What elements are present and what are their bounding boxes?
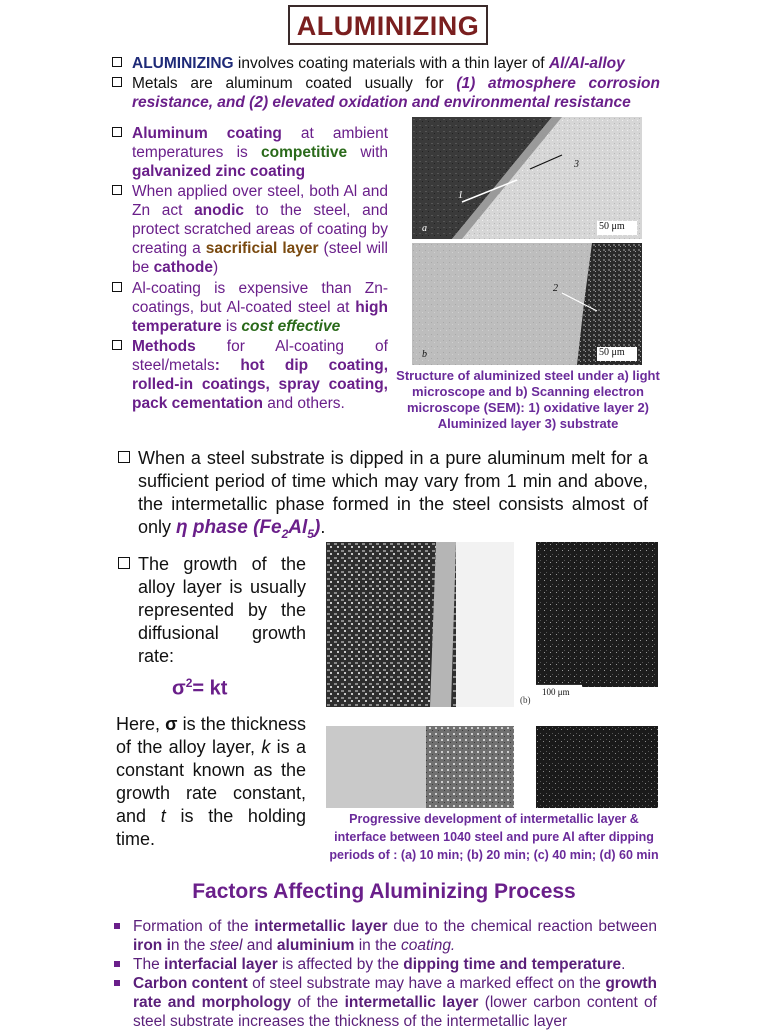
layer-b-label: (b) (520, 695, 531, 705)
micrograph-b-label: b (422, 349, 427, 360)
layer-micrograph-d (536, 726, 658, 808)
layer-d-image (536, 726, 658, 808)
growth-explanation: Here, σ is the thickness of the alloy layer, k is a constant known as the growth rate constant, and t is the holding time. (116, 714, 306, 849)
checkbox-bullet-icon (112, 185, 122, 195)
micrograph-a-marker-3: 3 (574, 159, 579, 170)
layer-c-image (326, 726, 514, 808)
micrograph-sem (412, 243, 642, 365)
checkbox-bullet-icon (118, 451, 130, 463)
micrograph-a-label: a (422, 223, 427, 234)
layer-micrograph-a (326, 542, 514, 707)
layer-scale-bar (536, 684, 582, 707)
layer-micrograph-c (326, 726, 514, 808)
micrograph-caption: Structure of aluminized steel under a) light microscope and b) Scanning electron microscope (SEM): 1) oxidative layer 2) Aluminized layer 3) substrate (396, 368, 660, 431)
factor-item-1: Formation of the intermetallic layer due to the chemical reaction between iron in the steel and aluminium in the coating. (114, 917, 657, 955)
factor-item-2: The interfacial layer is affected by the dipping time and temperature. (114, 955, 657, 974)
checkbox-bullet-icon (112, 340, 122, 350)
dipping-bullet: When a steel substrate is dipped in a pure aluminum melt for a sufficient period of time which may vary from 1 min and above, the intermetallic phase formed in the steel consists almost of only η phase $(Fe_2Al_5)$. (118, 447, 648, 546)
page-title: ALUMINIZING (288, 5, 488, 45)
checkbox-bullet-icon (112, 57, 122, 67)
factors-heading: Factors Affecting Aluminizing Process (192, 880, 576, 903)
checkbox-bullet-icon (112, 127, 122, 137)
layer-b-image (536, 542, 658, 687)
checkbox-bullet-icon (112, 77, 122, 87)
layer-caption: Progressive development of intermetallic layer & interface between 1040 steel and pure Al after dipping periods of : (a) 10 min; (b) 20 min; (c) 40 min; (d) 60 min (329, 812, 659, 862)
checkbox-bullet-icon (112, 282, 122, 292)
square-bullet-icon (114, 980, 120, 986)
square-bullet-icon (114, 923, 120, 929)
micrograph-b-marker-2: 2 (553, 283, 558, 294)
square-bullet-icon (114, 961, 120, 967)
micrograph-light-microscope (412, 117, 642, 239)
growth-bullet: The growth of the alloy layer is usually represented by the diffusional growth rate: (118, 553, 306, 668)
left-bullet-2: When applied over steel, both Al and Zn act anodic to the steel, and protect scratched areas of coating by creating a sacrificial layer (steel will be cathode) (112, 182, 388, 277)
factor-item-3: Carbon content of steel substrate may have a marked effect on the growth rate and morphology of the intermetallic layer (lower carbon content of steel substrate increases the thickness of the intermetallic layer (114, 974, 657, 1031)
intro-bullet-2: Metals are aluminum coated usually for (1) atmosphere corrosion resistance, and (2) elevated oxidation and environmental resistance (112, 74, 660, 112)
left-bullet-3: Al-coating is expensive than Zn-coatings, but Al-coated steel at high temperature is cost effective (112, 279, 388, 336)
layer-micrograph-b (536, 542, 658, 687)
layer-a-image (326, 542, 514, 707)
layer-scale-label: 100 μm (542, 687, 570, 697)
checkbox-bullet-icon (118, 557, 130, 569)
micrograph-b-scale: 50 μm (599, 347, 625, 358)
micrograph-a-marker-1: 1 (458, 190, 463, 201)
growth-rate-formula: $\sigma^2=$ kt (172, 676, 228, 700)
left-bullet-4: Methods for Al-coating of steel/metals: hot dip coating, rolled-in coatings, spray coating, pack cementation and others. (112, 337, 388, 413)
intro-bullet-1: ALUMINIZING involves coating materials with a thin layer of Al/Al-alloy (112, 54, 660, 73)
micrograph-a-scale: 50 μm (599, 221, 625, 232)
left-bullet-1: Aluminum coating at ambient temperatures is competitive with galvanized zinc coating (112, 124, 388, 181)
